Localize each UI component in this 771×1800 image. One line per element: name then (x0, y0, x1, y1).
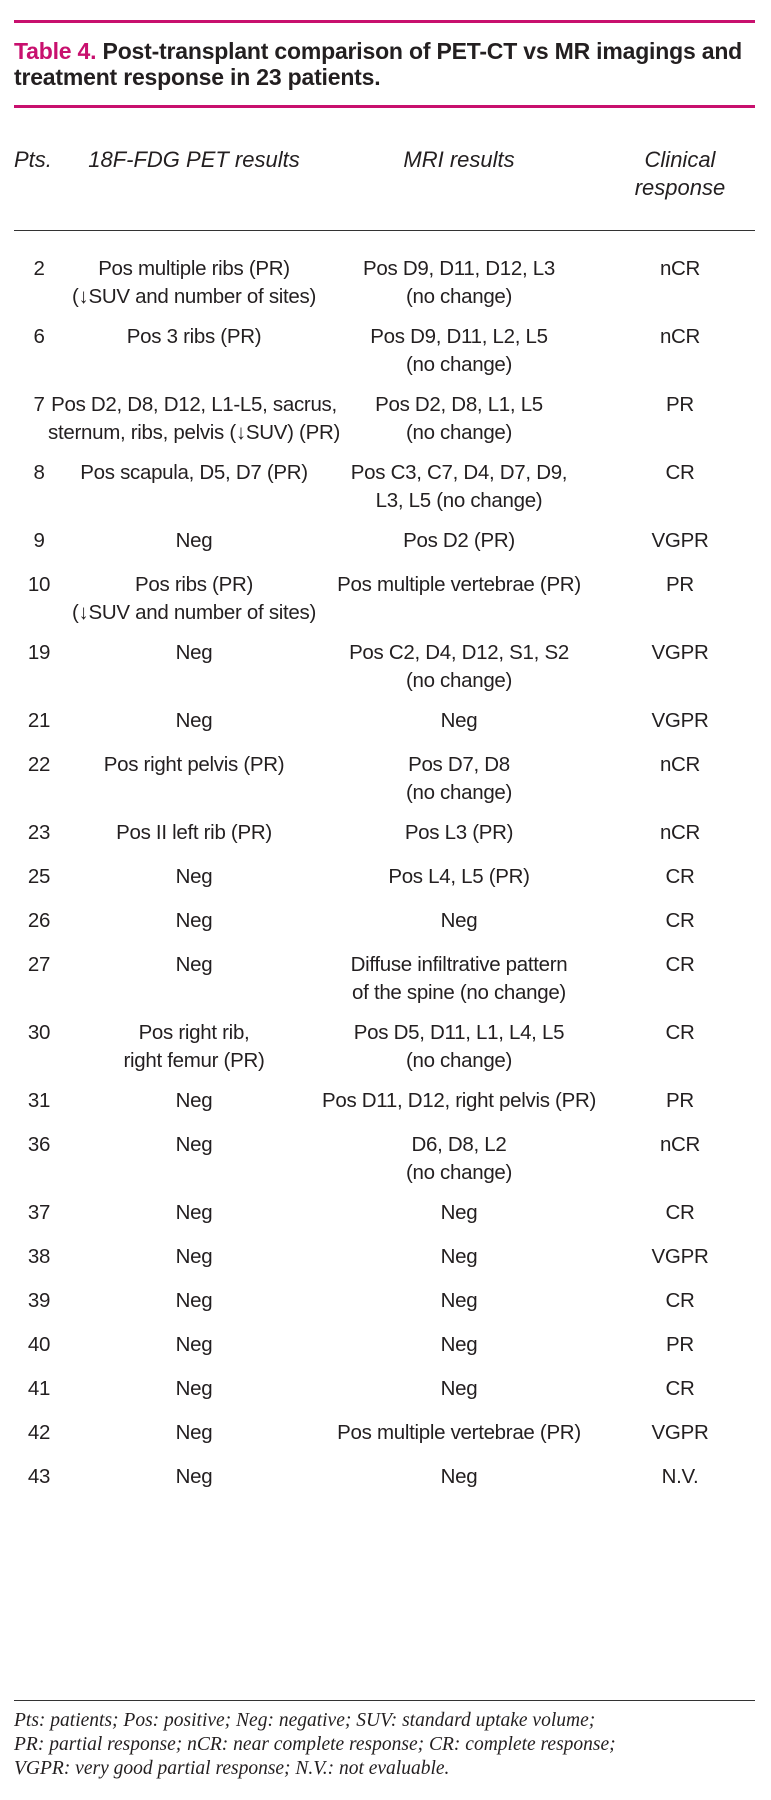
row-pts: 26 (27, 909, 51, 932)
row-pts: 43 (27, 1465, 51, 1488)
row-pet-result: Pos right pelvis (PR) (103, 753, 285, 776)
row-clinical-response: VGPR (651, 641, 709, 664)
row-pet-result: Neg (175, 1245, 213, 1268)
row-pet-result: Pos right rib, right femur (PR) (123, 1021, 265, 1072)
table-row (0, 907, 771, 951)
header-rule (14, 230, 755, 231)
row-pts: 23 (27, 821, 51, 844)
row-mri-result: Diffuse infiltrative pattern of the spine (no change) (350, 953, 568, 1004)
row-clinical-response: PR (666, 393, 694, 416)
row-mri-result: Neg (440, 709, 478, 732)
row-pet-result: Pos ribs (PR) (↓SUV and number of sites) (72, 573, 316, 624)
row-clinical-response: nCR (659, 257, 701, 280)
header-response-line2: response (634, 175, 726, 200)
row-clinical-response: VGPR (651, 1245, 709, 1268)
row-pet-result: Pos multiple ribs (PR) (↓SUV and number of sites) (72, 257, 316, 308)
row-mri-result: Neg (440, 909, 478, 932)
header-mri: MRI results (403, 147, 515, 172)
row-mri-result: Pos D7, D8 (no change) (405, 753, 513, 804)
row-mri-result: Pos D2, D8, L1, L5 (no change) (375, 393, 543, 444)
row-mri-result: Neg (440, 1289, 478, 1312)
table-number: Table 4. (14, 38, 97, 64)
header-response (630, 146, 730, 202)
row-pts: 21 (27, 709, 51, 732)
row-pts: 25 (27, 865, 51, 888)
row-mri-result: Pos D11, D12, right pelvis (PR) (321, 1089, 596, 1112)
top-rule (14, 20, 755, 23)
row-pet-result: Neg (175, 1133, 213, 1156)
header-response-line1: Clinical (644, 147, 716, 172)
row-clinical-response: nCR (659, 753, 701, 776)
table-body (0, 255, 771, 1507)
row-pet-result: Neg (175, 1089, 213, 1112)
row-mri-result: Pos C2, D4, D12, S1, S2 (no change) (349, 641, 569, 692)
table-row (0, 571, 771, 639)
table-row (0, 863, 771, 907)
table-row (0, 951, 771, 1019)
table-footnote (14, 1709, 759, 1781)
row-clinical-response: PR (666, 1333, 694, 1356)
row-mri-result: Neg (440, 1245, 478, 1268)
bottom-rule (14, 1700, 755, 1701)
header-pts: Pts. (14, 147, 52, 172)
row-pet-result: Pos D2, D8, D12, L1-L5, sacrus, sternum, ribs, pelvis (↓SUV) (PR) (48, 393, 340, 444)
footnote-line3: VGPR: very good partial response; N.V.: not evaluable. (14, 1758, 450, 1779)
row-pet-result: Neg (175, 1421, 213, 1444)
row-mri-result: Pos multiple vertebrae (PR) (337, 1421, 581, 1444)
row-pts: 42 (27, 1421, 51, 1444)
table-row (0, 751, 771, 819)
row-clinical-response: CR (665, 865, 695, 888)
row-clinical-response: CR (665, 1377, 695, 1400)
row-mri-result: Neg (440, 1377, 478, 1400)
row-clinical-response: VGPR (651, 709, 709, 732)
row-clinical-response: CR (665, 953, 695, 976)
table-row (0, 1087, 771, 1131)
row-pts: 41 (27, 1377, 51, 1400)
row-pet-result: Neg (175, 865, 213, 888)
header-pet: 18F-FDG PET results (88, 147, 300, 172)
row-pts: 6 (33, 325, 45, 348)
row-mri-result: Pos L3 (PR) (404, 821, 514, 844)
row-mri-result: Neg (440, 1333, 478, 1356)
row-pts: 36 (27, 1133, 51, 1156)
row-mri-result: Pos C3, C7, D4, D7, D9, L3, L5 (no change) (350, 461, 568, 512)
row-clinical-response: CR (665, 1201, 695, 1224)
table-row (0, 1243, 771, 1287)
row-clinical-response: VGPR (651, 1421, 709, 1444)
table-row (0, 1131, 771, 1199)
row-clinical-response: nCR (659, 821, 701, 844)
row-pts: 27 (27, 953, 51, 976)
row-mri-result: Pos D5, D11, L1, L4, L5 (no change) (353, 1021, 565, 1072)
table-row (0, 391, 771, 459)
row-pet-result: Neg (175, 1333, 213, 1356)
table-title: Post-transplant comparison of PET-CT vs MR imagings and treatment response in 23 patients. (14, 38, 743, 90)
row-pts: 38 (27, 1245, 51, 1268)
row-mri-result: Pos multiple vertebrae (PR) (337, 573, 581, 596)
table-row (0, 707, 771, 751)
row-mri-result: D6, D8, L2 (no change) (405, 1133, 513, 1184)
row-pts: 22 (27, 753, 51, 776)
row-pts: 39 (27, 1289, 51, 1312)
row-pet-result: Pos II left rib (PR) (116, 821, 272, 844)
footnote-line2: PR: partial response; nCR: near complete response; CR: complete response; (14, 1734, 616, 1755)
caption-rule (14, 105, 755, 108)
row-clinical-response: CR (665, 909, 695, 932)
row-pet-result: Neg (175, 909, 213, 932)
row-clinical-response: PR (666, 1089, 694, 1112)
row-mri-result: Neg (440, 1201, 478, 1224)
row-pts: 40 (27, 1333, 51, 1356)
row-clinical-response: CR (665, 461, 695, 484)
table-header (0, 146, 771, 226)
row-mri-result: Pos D9, D11, D12, L3 (no change) (363, 257, 555, 308)
row-pet-result: Neg (175, 641, 213, 664)
row-clinical-response: nCR (659, 1133, 701, 1156)
row-pet-result: Pos 3 ribs (PR) (126, 325, 262, 348)
row-pts: 9 (33, 529, 45, 552)
row-pts: 10 (27, 573, 51, 596)
row-pet-result: Neg (175, 953, 213, 976)
table-row (0, 459, 771, 527)
row-mri-result: Pos D2 (PR) (403, 529, 515, 552)
row-pts: 31 (27, 1089, 51, 1112)
row-clinical-response: VGPR (651, 529, 709, 552)
row-pts: 2 (33, 257, 45, 280)
table-row (0, 819, 771, 863)
row-pts: 19 (27, 641, 51, 664)
row-pet-result: Pos scapula, D5, D7 (PR) (80, 461, 308, 484)
row-pts: 7 (33, 393, 45, 416)
table-row (0, 1463, 771, 1507)
table-row (0, 639, 771, 707)
row-clinical-response: CR (665, 1289, 695, 1312)
table-row (0, 1199, 771, 1243)
table-caption (14, 38, 759, 90)
table-row (0, 323, 771, 391)
table-row (0, 1331, 771, 1375)
row-clinical-response: CR (665, 1021, 695, 1044)
table-row (0, 527, 771, 571)
row-clinical-response: N.V. (661, 1465, 699, 1488)
row-pts: 8 (33, 461, 45, 484)
row-mri-result: Neg (440, 1465, 478, 1488)
row-pts: 30 (27, 1021, 51, 1044)
table-row (0, 255, 771, 323)
row-clinical-response: PR (666, 573, 694, 596)
table-row (0, 1019, 771, 1087)
row-pet-result: Neg (175, 1289, 213, 1312)
row-pet-result: Neg (175, 1377, 213, 1400)
row-pts: 37 (27, 1201, 51, 1224)
table-row (0, 1419, 771, 1463)
row-clinical-response: nCR (659, 325, 701, 348)
row-pet-result: Neg (175, 1465, 213, 1488)
footnote-line1: Pts: patients; Pos: positive; Neg: negative; SUV: standard uptake volume; (14, 1710, 596, 1731)
row-pet-result: Neg (175, 1201, 213, 1224)
table-row (0, 1375, 771, 1419)
row-pet-result: Neg (175, 709, 213, 732)
row-pet-result: Neg (175, 529, 213, 552)
table-row (0, 1287, 771, 1331)
row-mri-result: Pos D9, D11, L2, L5 (no change) (370, 325, 548, 376)
row-mri-result: Pos L4, L5 (PR) (388, 865, 530, 888)
